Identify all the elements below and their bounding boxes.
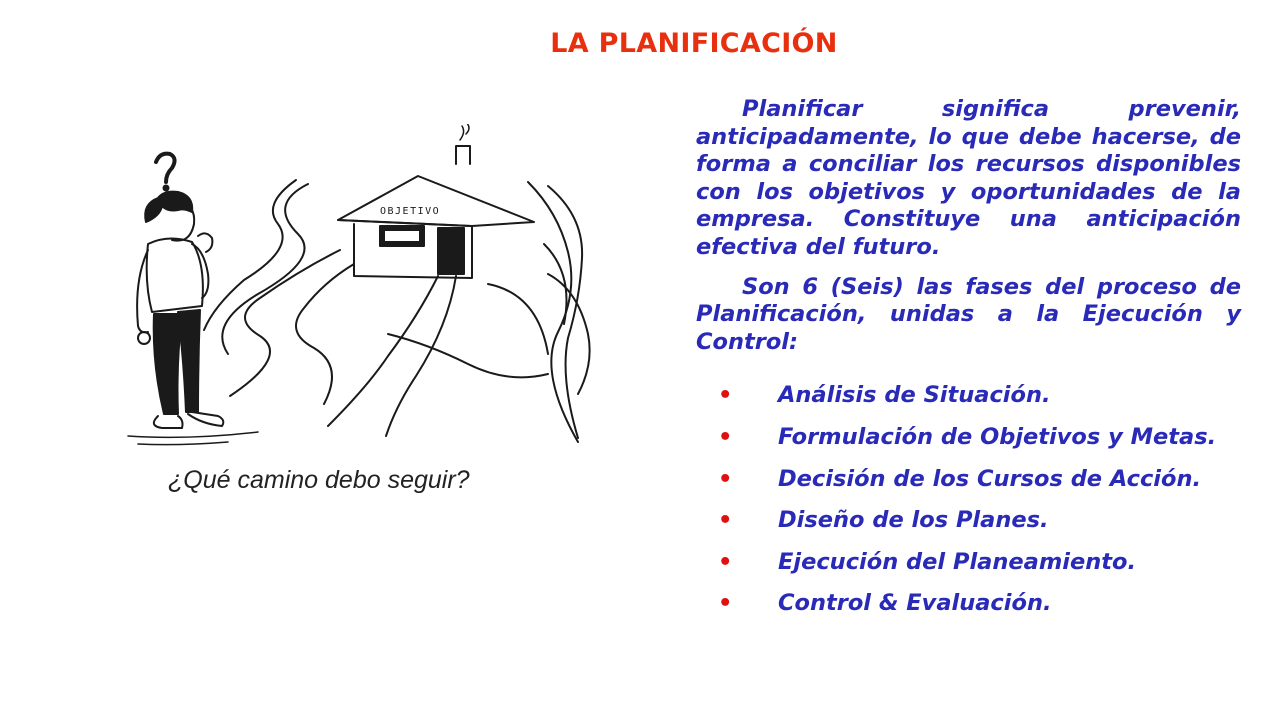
phase-label: Decisión de los Cursos de Acción. (778, 465, 1202, 492)
phase-label: Formulación de Objetivos y Metas. (778, 423, 1217, 450)
person-figure (145, 192, 192, 222)
slide-title: LA PLANIFICACIÓN (550, 28, 838, 59)
cartoon-illustration (108, 124, 628, 464)
house-sign: OBJETIVO (380, 206, 441, 217)
bullet-icon: • (718, 423, 733, 450)
phase-label: Diseño de los Planes. (778, 507, 1049, 534)
bullet-icon: • (718, 465, 733, 492)
bullet-icon: • (718, 590, 733, 617)
phase-label: Ejecución del Planeamiento. (778, 548, 1137, 575)
image-caption: ¿Qué camino debo seguir? (168, 466, 470, 494)
list-item (696, 549, 1241, 577)
question-mark-icon (156, 154, 175, 182)
list-item (696, 424, 1241, 452)
list-item (696, 382, 1241, 410)
bullet-icon: • (718, 548, 733, 575)
phases-intro-paragraph: Son 6 (Seis) las fases del proceso de Planificación, unidas a la Ejecución y Control: (696, 273, 1241, 355)
list-item (696, 466, 1241, 494)
phase-label: Control & Evaluación. (778, 590, 1052, 617)
list-item (696, 507, 1241, 535)
bullet-icon: • (718, 507, 733, 534)
definition-paragraph: Planificar significa prevenir, anticipadamente, lo que debe hacerse, de forma a conciliar los recursos disponibles con los objetivos y oportunidades de la empresa. Constituye una anticipación efectiva del futuro. (696, 96, 1241, 260)
text-column (696, 96, 1241, 632)
list-item (696, 590, 1241, 618)
phase-label: Análisis de Situación. (778, 382, 1051, 409)
phase-list (696, 382, 1241, 618)
bullet-icon: • (718, 382, 733, 409)
